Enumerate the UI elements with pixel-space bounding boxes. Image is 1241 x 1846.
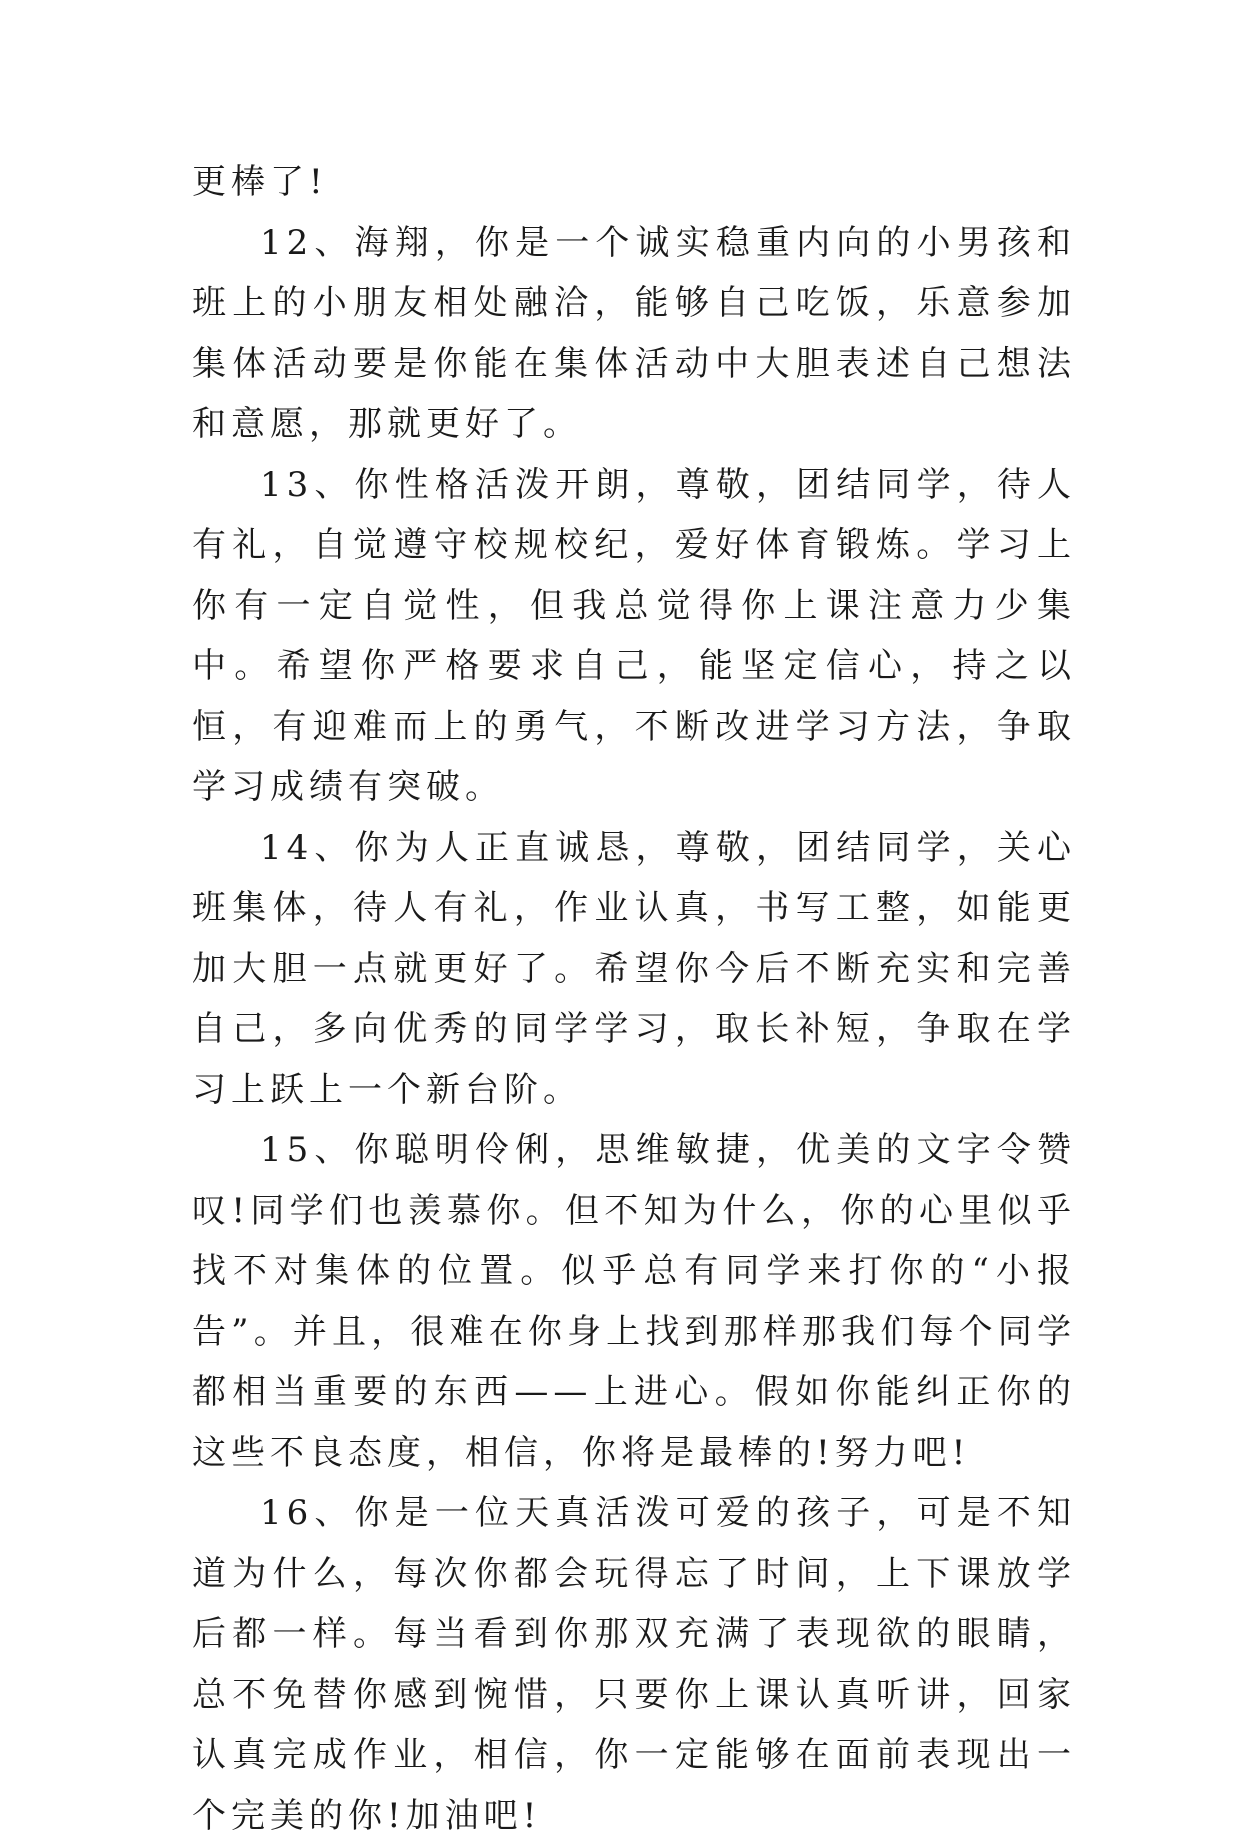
paragraph-comment-16: 16、你是一位天真活泼可爱的孩子，可是不知道为什么，每次你都会玩得忘了时间，上下课放学后都一样。每当看到你那双充满了表现欲的眼睛，总不免替你感到惋惜，只要你上课认真听讲，回家认真完成作业，相信，你一定能够在面前表现出一个完美的你!加油吧! — [192, 1493, 1076, 1836]
paragraph-comment-15: 15、你聪明伶俐，思维敏捷，优美的文字令赞叹!同学们也羡慕你。但不知为什么，你的心里似乎找不对集体的位置。似乎总有同学来打你的“小报告”。并且，很难在你身上找到那样那我们每个同学都相当重要的东西——上进心。假如你能纠正你的这些不良态度，相信，你将是最棒的!努力吧! — [192, 1130, 1076, 1473]
paragraph-comment-12: 12、海翔，你是一个诚实稳重内向的小男孩和班上的小朋友相处融洽，能够自己吃饭，乐意参加集体活动要是你能在集体活动中大胆表述自己想法和意愿，那就更好了。 — [192, 222, 1076, 444]
paragraph-continuation: 更棒了! — [192, 162, 328, 202]
paragraph-comment-14: 14、你为人正直诚恳，尊敬，团结同学，关心班集体，待人有礼，作业认真，书写工整，如能更加大胆一点就更好了。希望你今后不断充实和完善自己，多向优秀的同学学习，取长补短，争取在学习上跃上一个新台阶。 — [192, 827, 1076, 1110]
document-body — [192, 152, 1076, 1846]
paragraph-comment-13: 13、你性格活泼开朗，尊敬，团结同学，待人有礼，自觉遵守校规校纪，爱好体育锻炼。学习上你有一定自觉性，但我总觉得你上课注意力少集中。希望你严格要求自己，能坚定信心，持之以恒，有迎难而上的勇气，不断改进学习方法，争取学习成绩有突破。 — [192, 464, 1076, 807]
